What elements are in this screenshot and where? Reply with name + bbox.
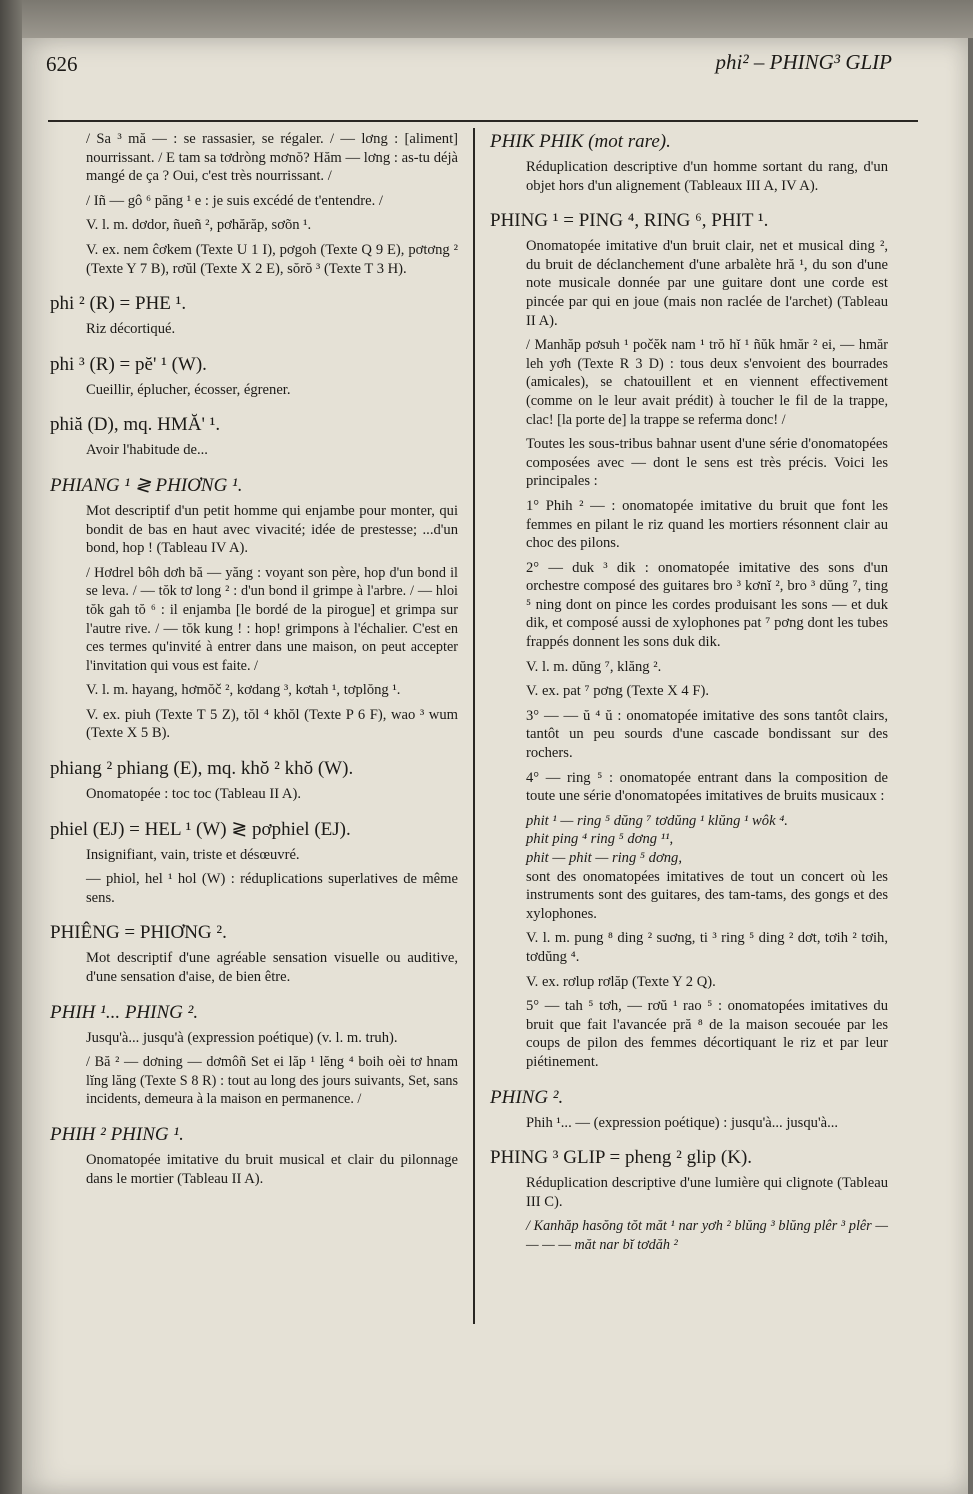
entry-body (50, 846, 458, 908)
entry-paragraph: 4° — ring ⁵ : onomatopée entrant dans la composition de toute une série d'onomatopées imitatives de bruits musicaux : (526, 769, 888, 805)
entry-paragraph: — phiol, hel ¹ hol (W) : réduplications superlatives de même sens. (86, 871, 458, 906)
entry-phik (490, 130, 888, 195)
entry-paragraph: Phih ¹... — (expression poétique) : jusqu'à... jusqu'à... (526, 1114, 839, 1131)
entry-body (50, 130, 458, 278)
entry-paragraph: 1° Phih ² — : onomatopée imitative du bruit que font les femmes en pilant le riz quand les mortiers résonnent clair au choc des pilons. (526, 497, 888, 552)
entry-continuation (50, 130, 458, 278)
entry-headword: PHIÊNG = PHIƠNG ². (50, 922, 227, 944)
entry-phiang2 (50, 757, 458, 804)
entry-paragraph: 3° — — ŭ ⁴ ŭ : onomatopée imitative des sons tantôt clairs, tantôt un peu sourds d'une cascade bondissant sur des rochers. (526, 707, 888, 762)
entry-paragraph: V. l. m. hayang, hơmŏč ², kơdang ³, kơtah ¹, tơplŏng ¹. (86, 682, 401, 699)
entry-paragraph: Onomatopée : toc toc (Tableau II A). (86, 786, 301, 803)
entry-paragraph: Réduplication descriptive d'une lumière qui clignote (Tableau III C). (526, 1175, 888, 1210)
entry-paragraph: Mot descriptif d'une agréable sensation visuelle ou auditive, d'une sensation d'aise, de bien être. (86, 950, 458, 986)
entry-paragraph: / Kanhăp hasŏng tŏt măt ¹ nar yơh ² blŭng ³ blŭng plêr ³ plêr — — — — măt nar bĭ tơdăh ² (526, 1218, 888, 1253)
entry-phing2 (490, 1086, 888, 1133)
entry-paragraph: Riz décortiqué. (86, 321, 176, 338)
entry-headword: PHING ². (490, 1086, 564, 1108)
entry-headword: phi ³ (R) = pĕ' ¹ (W). (50, 353, 207, 375)
right-column (490, 130, 888, 1269)
entry-body (50, 381, 458, 400)
entry-paragraph: phit — phit — ring ⁵ dơng, (526, 850, 682, 866)
entry-paragraph: / Hơdrel bôh dơh bă — yăng : voyant son père, hop d'un bond il se leva. / — tŏk tơ long ² : d'un bond il grimpe à l'arbre. / — hloi tŏk gah tŏ ⁶ : il enjamba [le bordé de la pirogue] et grimpa sur l'autre rive. / — tŏk kung ! : hop! grimpons à l'échalier. C'est en ces termes qu'invité à entrer dans une maison, on peut accepter l'invitation qui vous est faite. / (86, 564, 458, 674)
entry-phing1 (490, 209, 888, 1071)
entry-phia (50, 413, 458, 460)
entry-phi3 (50, 353, 458, 400)
entry-paragraph: Toutes les sous-tribus bahnar usent d'une série d'onomatopées composées avec — dont le sens est très précis. Voici les principales : (526, 436, 888, 490)
book-spine-shadow (0, 0, 22, 1494)
entry-body (50, 502, 458, 743)
entry-headword: PHIH ¹... PHING ². (50, 1001, 199, 1023)
entry-paragraph: / Bă ² — dơning — dơmôñ Set ei lăp ¹ lĕng ⁴ boih oèi tơ hnam lĭng lăng (Texte S 8 R) : tout au long des jours suivants, Set, sans incidents, demeura à la maison en permanence. / (86, 1054, 458, 1108)
entry-paragraph: Réduplication descriptive d'un homme sortant du rang, d'un objet hors d'un alignement (Tableaux III A, IV A). (526, 159, 888, 194)
entry-headword: PHIH ² PHING ¹. (50, 1124, 184, 1145)
entry-body (490, 158, 888, 195)
entry-paragraph: V. l. m. pung ⁸ ding ² suơng, ti ³ ring ⁵ ding ² dơt, tơih ² tơih, tơdŭng ⁴. (526, 930, 888, 965)
entry-body (50, 1151, 458, 1188)
entry-paragraph: Avoir l'habitude de... (86, 442, 208, 459)
entry-body (490, 1174, 888, 1254)
top-edge-shadow (22, 0, 973, 38)
entry-phih1 (50, 1001, 458, 1109)
entry-headword: phiang ² phiang (E), mq. khŏ ² khŏ (W). (50, 758, 354, 780)
entry-paragraph: 5° — tah ⁵ tơh, — rơŭ ¹ rao ⁵ : onomatopées imitatives du bruit que fait l'avancée pră ⁸ de la maison secouée par les coups de pilon des femmes décortiquant le riz et par leur piétinement. (526, 998, 888, 1070)
left-column (50, 130, 458, 1202)
entry-body (50, 320, 458, 339)
entry-paragraph: V. l. m. dơdor, ñueñ ², pơhărăp, sơõn ¹. (86, 217, 312, 234)
entry-paragraph: Mot descriptif d'un petit homme qui enjambe pour monter, qui bondit de bas en haut avec vivacité; idée de prestesse; ...d'un bond, hop ! (Tableau IV A). (86, 502, 458, 557)
entry-headword: PHING ³ GLIP = pheng ² glip (K). (490, 1147, 753, 1169)
entry-paragraph: V. ex. piuh (Texte T 5 Z), tŏl ⁴ khŏl (Texte P 6 F), wao ³ wum (Texte X 5 B). (86, 706, 458, 742)
entry-paragraph: phit ping ⁴ ring ⁵ dơng ¹¹, (526, 831, 674, 848)
entry-paragraph: / Sa ³ mă — : se rassasier, se régaler. / — lơng : [aliment] nourrissant. / E tam sa tơdròng mơnŏ? Hăm — lơng : as-tu déjà mangé de ça ? Oui, c'est très nourrissant. / (86, 131, 458, 185)
entry-headword: phi ² (R) = PHE ¹. (50, 293, 187, 315)
column-divider (473, 128, 475, 1324)
page-number: 626 (46, 52, 78, 76)
entry-paragraph: V. ex. rơlup rơlăp (Texte Y 2 Q). (526, 973, 716, 990)
entry-paragraph: V. l. m. dŭng ⁷, klăng ². (526, 658, 662, 675)
entry-headword: phiel (EJ) = HEL ¹ (W) ≷ pơphiel (EJ). (50, 818, 351, 840)
entry-body (50, 785, 458, 804)
header-rule (48, 120, 918, 122)
entry-paragraph: Cueillir, éplucher, écosser, égrener. (86, 381, 291, 398)
entry-body (50, 949, 458, 986)
entry-phih2 (50, 1123, 458, 1188)
page-header (46, 50, 892, 80)
entry-body (490, 237, 888, 1071)
running-title: phi² – PHING³ GLIP (715, 50, 892, 74)
entry-paragraph: phit ¹ — ring ⁵ dŭng ⁷ tơdŭng ¹ klŭng ¹ wôk ⁴. (526, 812, 788, 829)
entry-paragraph: Onomatopée imitative du bruit musical et clair du pilonnage dans le mortier (Tableau II A). (86, 1152, 458, 1187)
entry-phieng (50, 921, 458, 986)
entry-body (50, 441, 458, 460)
entry-phing3 (490, 1146, 888, 1254)
entry-body (490, 1114, 888, 1133)
entry-headword: PHING ¹ = PING ⁴, RING ⁶, PHIT ¹. (490, 210, 769, 232)
entry-paragraph: sont des onomatopées imitatives de tout un concert où les instruments sont des guitares, des tam-tams, des gongs et des xylophones. (526, 868, 888, 922)
entry-paragraph: / Manhăp pơsuh ¹ počĕk nam ¹ trŏ hĭ ¹ ñŭk hmăr ² ei, — hmăr leh yơh (Texte R 3 D) : tous deux s'envoient des bourrades (amicales), se chatouillent et en viennent effectivement (comme on le leur avait prédit) à toucher le fil de la trappe, clac! [la porte de] la trappe se referma donc! / (526, 337, 888, 428)
entry-paragraph: V. ex. nem ĉơkem (Texte U 1 I), pơgoh (Texte Q 9 E), pơtơng ² (Texte Y 7 B), rơŭl (Texte X 2 E), sŏrŏ ³ (Texte T 3 H). (86, 241, 458, 277)
entry-body (50, 1029, 458, 1109)
entry-paragraph: 2° — duk ³ dik : onomatopée imitative des sons d'un orchestre composé des guitares bro ³ kơnĭ ², bro ³ dŭng ⁷, ting ⁵ ning dont on pince les cordes produisant les sons — et duk dik, et composé aussi de xylophones pat ⁷ pơng dont les tubes frappés donnent les sons duk dik. (526, 559, 888, 651)
entry-headword: phiă (D), mq. HMĂ' ¹. (50, 414, 221, 436)
entry-paragraph: V. ex. pat ⁷ pơng (Texte X 4 F). (526, 683, 709, 700)
entry-phiang1 (50, 474, 458, 743)
entry-paragraph: Insignifiant, vain, triste et désœuvré. (86, 846, 300, 863)
entry-paragraph: Jusqu'à... jusqu'à (expression poétique) (v. l. m. truh). (86, 1029, 398, 1046)
entry-headword: PHIK PHIK (mot rare). (490, 131, 671, 152)
entry-paragraph: / Iñ — gô ⁶ păng ¹ e : je suis excédé de t'entendre. / (86, 192, 383, 209)
entry-headword: PHIANG ¹ ≷ PHIƠNG ¹. (50, 474, 243, 496)
entry-paragraph: Onomatopée imitative d'un bruit clair, net et musical ding ², du bruit de déclanchement d'une arbalète hră ¹, du son d'une note musicale donnée par une guitare dont une corde est pincée par qui en joue (mais non raclée de l'archet) (Tableau II A). (526, 238, 888, 329)
entry-phiel (50, 818, 458, 908)
entry-phi2 (50, 292, 458, 339)
